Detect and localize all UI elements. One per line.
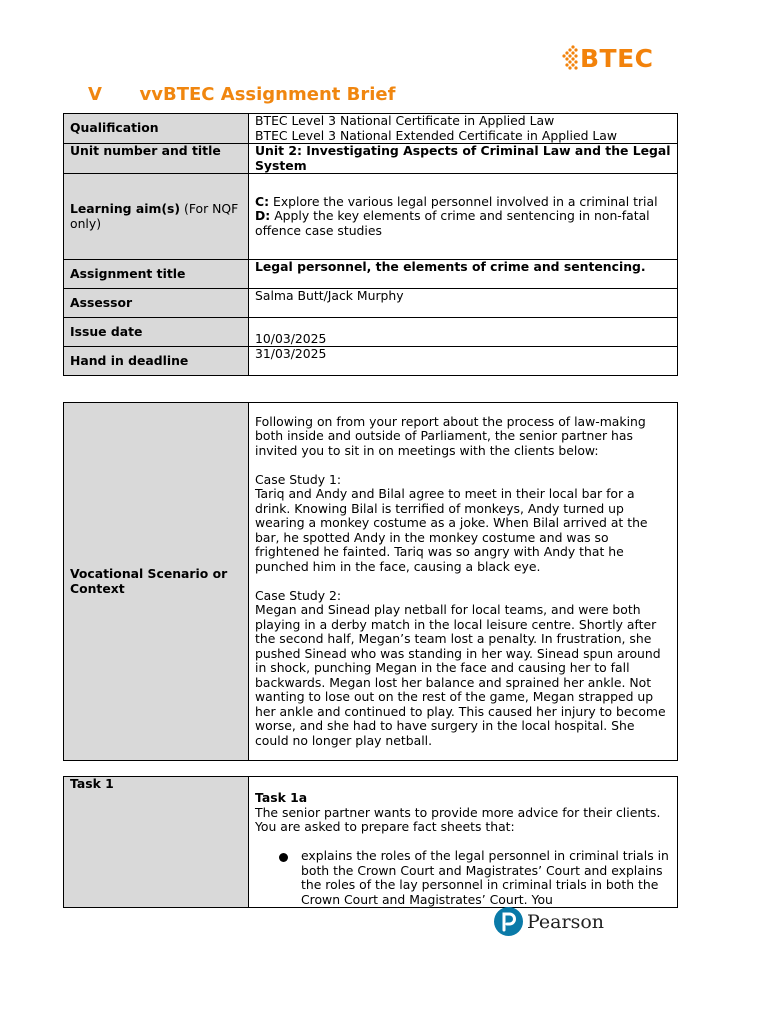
list-item: explains the roles of the legal personnel in criminal trials in both the Crown Court and Magistrates’ Court and explains the roles of the lay personnel in criminal trials in both the Crown Court and Magistrates’ Court. You: [255, 849, 671, 907]
assessor-value: Salma Butt/Jack Murphy: [249, 289, 678, 318]
table-row: [64, 114, 678, 144]
issue-date-label: Issue date: [64, 318, 249, 347]
btec-logo: [562, 40, 654, 76]
learning-aims-value: [249, 174, 678, 260]
learning-aims-label: [64, 174, 249, 260]
case-study-1-title: Case Study 1:: [255, 471, 342, 487]
issue-date-value: 10/03/2025: [249, 318, 678, 347]
learning-aim-c-text: Explore the various legal personnel involved in a criminal trial: [269, 193, 658, 209]
btec-dots-icon: [562, 44, 578, 72]
case-study-1-text: Tariq and Andy and Bilal agree to meet in their local bar for a drink. Knowing Bilal is terrified of monkeys, Andy turned up wearing a monkey costume as a joke. When Bilal arrived at the bar, he spotted Andy in the monkey costume and was so frightened he fainted. Tariq was so angry with Andy that he punched him in the face, causing a black eye.: [255, 486, 648, 574]
table-row: [64, 347, 678, 376]
table-row: [64, 403, 678, 761]
scenario-table: [63, 402, 678, 761]
qualification-label: Qualification: [64, 114, 249, 144]
task-intro: The senior partner wants to provide more advice for their clients. You are asked to prepare fact sheets that:: [255, 804, 661, 834]
assessor-label: Assessor: [64, 289, 249, 318]
deadline-value: 31/03/2025: [249, 347, 678, 376]
learning-aim-d-text: Apply the key elements of crime and sentencing in non-fatal offence case studies: [255, 208, 650, 238]
qualification-line: BTEC Level 3 National Certificate in Applied Law: [255, 113, 555, 128]
assignment-info-table: [63, 113, 678, 376]
unit-value: Unit 2: Investigating Aspects of Criminal Law and the Legal System: [249, 144, 678, 174]
learning-aim-c-key: C:: [255, 193, 270, 209]
page-title: V vvBTEC Assignment Brief: [88, 84, 396, 105]
scenario-content: [249, 403, 678, 761]
table-row: [64, 777, 678, 908]
task-subtitle: Task 1a: [255, 790, 308, 805]
case-study-2-text: Megan and Sinead play netball for local teams, and were both playing in a derby match in the local leisure centre. Shortly after the second half, Megan’s team lost a penalty. In frustration, she pushed Sinead who was standing in her way. Sinead spun around in shock, punching Megan in the face and causing her to fall backwards. Megan lost her balance and sprained her ankle. Not wanting to lose out on the rest of the game, Megan strapped up her ankle and continued to play. This caused her injury to become worse, and she had to have surgery in the local hospital. She could no longer play netball.: [255, 602, 666, 748]
task-bullet-list: [255, 849, 671, 907]
deadline-label: Hand in deadline: [64, 347, 249, 376]
learning-aim-d: [255, 209, 671, 238]
task-table: [63, 776, 678, 908]
qualification-value: [249, 114, 678, 144]
assignment-title-value: Legal personnel, the elements of crime and sentencing.: [249, 260, 678, 289]
btec-logo-text: BTEC: [580, 43, 654, 73]
scenario-intro: Following on from your report about the process of law-making both inside and outside of Parliament, the senior partner has invited you to sit in on meetings with the clients below:: [255, 413, 646, 458]
learning-aims-label-note: (For NQF only): [70, 201, 239, 231]
unit-label: Unit number and title: [64, 144, 249, 174]
table-row: [64, 174, 678, 260]
learning-aims-label-text: Learning aim(s): [70, 201, 181, 216]
case-study-2-title: Case Study 2:: [255, 587, 342, 603]
task-label: Task 1: [64, 777, 249, 908]
assignment-title-label: Assignment title: [64, 260, 249, 289]
task-content: [249, 777, 678, 908]
table-row: [64, 318, 678, 347]
pearson-p-icon: [494, 907, 523, 936]
table-row: [64, 260, 678, 289]
table-row: [64, 144, 678, 174]
qualification-line: BTEC Level 3 National Extended Certificate in Applied Law: [255, 127, 617, 143]
pearson-logo: [494, 907, 604, 936]
table-row: [64, 289, 678, 318]
scenario-label: Vocational Scenario or Context: [64, 403, 249, 761]
learning-aim-c: [255, 195, 671, 210]
learning-aim-d-key: D:: [255, 208, 271, 224]
pearson-logo-text: Pearson: [527, 910, 605, 933]
